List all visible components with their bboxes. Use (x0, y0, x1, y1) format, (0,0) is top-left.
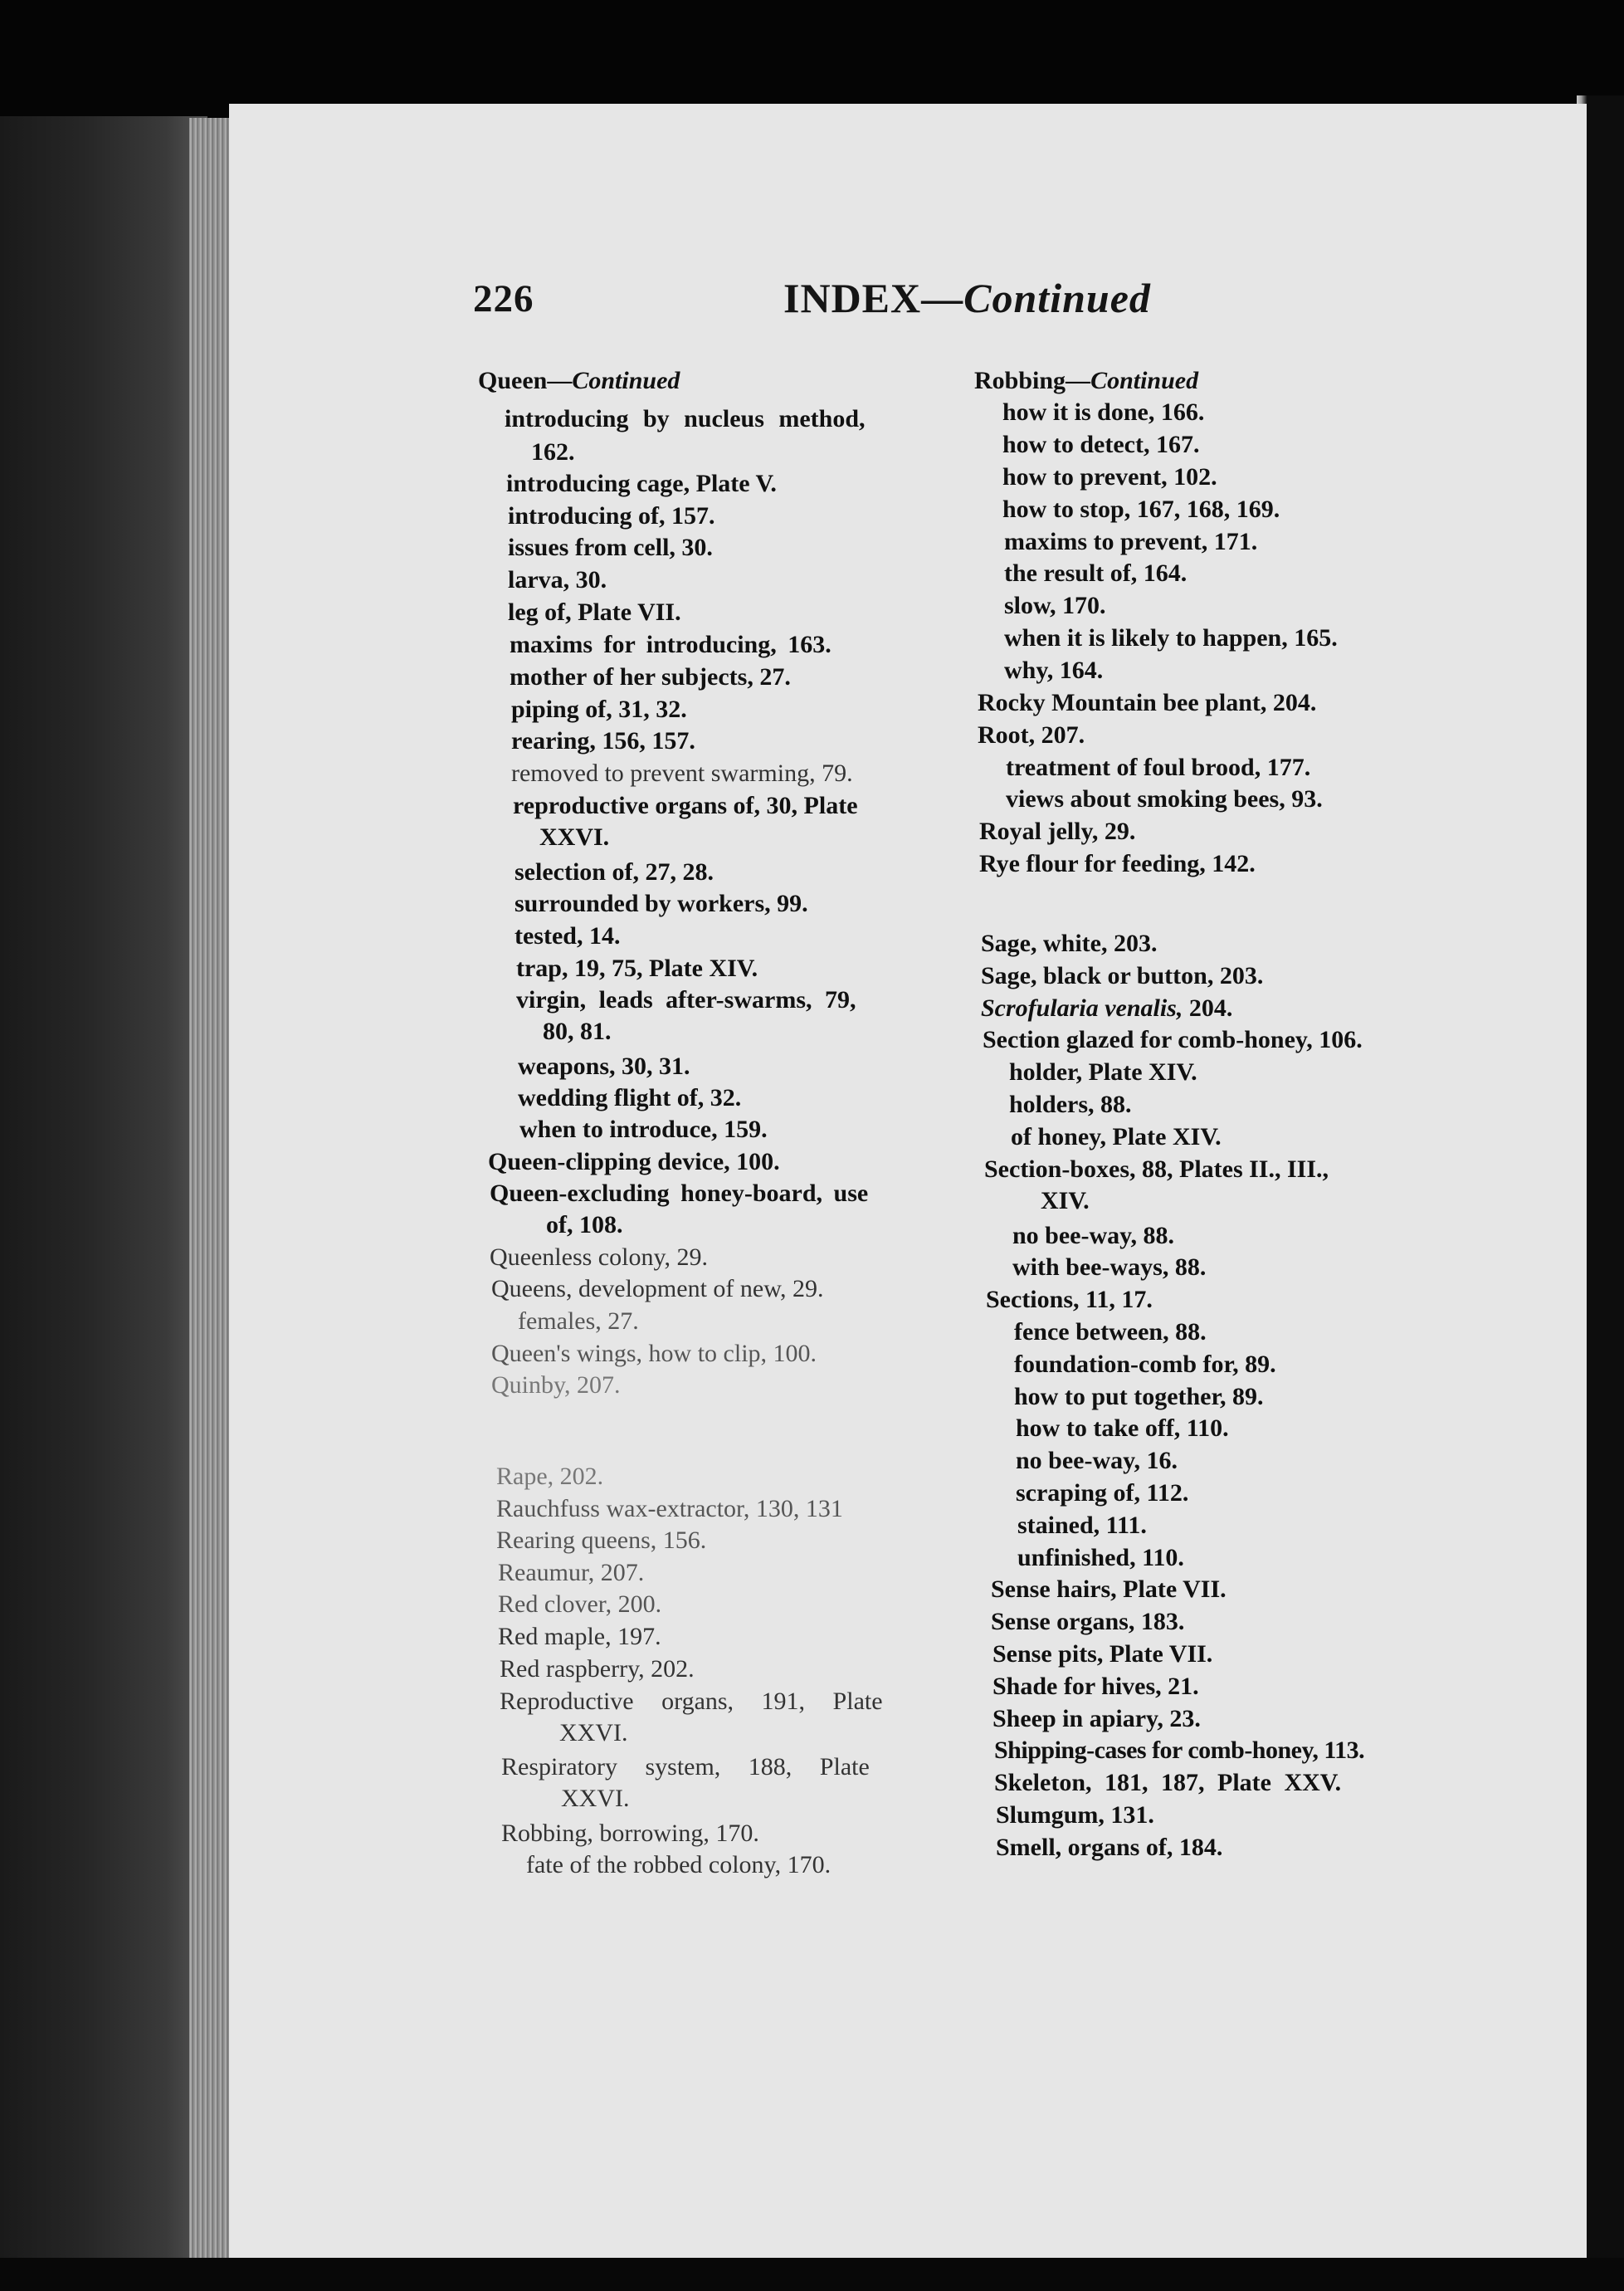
index-entry: Queen-excluding honey-board, use (490, 1180, 869, 1207)
index-entry: when it is likely to happen, 165. (1004, 624, 1338, 652)
index-entry: Smell, organs of, 184. (996, 1834, 1223, 1861)
index-entry: Sense hairs, Plate VII. (991, 1575, 1227, 1603)
index-entry: Rocky Mountain bee plant, 204. (978, 689, 1317, 716)
index-heading (974, 365, 1198, 397)
index-entry: Rye flour for feeding, 142. (979, 850, 1256, 877)
index-entry: no bee-way, 16. (1016, 1447, 1178, 1474)
index-entry: larva, 30. (508, 566, 607, 594)
index-entry: Rauchfuss wax-extractor, 130, 131 (496, 1495, 843, 1522)
index-entry-term: Scrofularia venalis, (981, 994, 1183, 1022)
index-heading-continued: Continued (572, 367, 680, 394)
index-entry: with bee-ways, 88. (1012, 1253, 1207, 1281)
index-entry: Reproductive organs, 191, Plate (500, 1688, 883, 1715)
index-entry: how to put together, 89. (1014, 1383, 1264, 1410)
index-entry: Reaumur, 207. (498, 1559, 645, 1586)
index-entry: how it is done, 166. (1002, 398, 1205, 426)
index-entry: XXVI. (561, 1785, 630, 1812)
index-entry: trap, 19, 75, Plate XIV. (516, 955, 758, 982)
index-heading-term: Queen— (478, 367, 573, 394)
index-entry: Red raspberry, 202. (500, 1655, 695, 1683)
page-stack-edge (189, 118, 229, 2284)
index-entry: holder, Plate XIV. (1009, 1058, 1197, 1086)
index-entry: XXVI. (559, 1719, 628, 1746)
index-entry: Royal jelly, 29. (979, 818, 1136, 845)
index-entry: how to take off, 110. (1016, 1414, 1229, 1442)
index-entry: Slumgum, 131. (996, 1801, 1154, 1829)
index-entry: XXVI. (539, 823, 610, 851)
index-entry: Root, 207. (978, 721, 1085, 749)
running-head-title: INDEX— (783, 275, 964, 321)
index-entry: scraping of, 112. (1016, 1479, 1189, 1507)
index-entry: 162. (531, 438, 575, 466)
index-entry: Sense pits, Plate VII. (992, 1640, 1213, 1668)
index-entry: fate of the robbed colony, 170. (526, 1851, 832, 1878)
index-entry: Red maple, 197. (498, 1623, 661, 1650)
index-entry: treatment of foul brood, 177. (1006, 754, 1311, 781)
index-entry: Section-boxes, 88, Plates II., III., (984, 1155, 1329, 1183)
index-entry: weapons, 30, 31. (518, 1053, 690, 1080)
index-entry: fence between, 88. (1014, 1318, 1207, 1346)
index-entry: Sage, black or button, 203. (981, 962, 1264, 989)
index-entry: Respiratory system, 188, Plate (501, 1753, 870, 1781)
index-entry: Sense organs, 183. (991, 1608, 1185, 1635)
index-entry: females, 27. (518, 1307, 639, 1335)
index-entry: stained, 111. (1017, 1512, 1147, 1539)
index-entry: 80, 81. (543, 1018, 612, 1045)
index-entry: Rape, 202. (496, 1463, 604, 1490)
index-entry: introducing by nucleus method, (505, 405, 866, 432)
index-entry: the result of, 164. (1004, 559, 1188, 587)
index-entry: how to detect, 167. (1002, 431, 1200, 458)
index-entry: Quinby, 207. (491, 1371, 621, 1399)
index-entry: foundation-comb for, 89. (1014, 1351, 1276, 1378)
index-entry: how to prevent, 102. (1002, 463, 1217, 491)
index-entry: wedding flight of, 32. (518, 1084, 742, 1111)
index-entry: XIV. (1041, 1187, 1090, 1214)
index-entry: piping of, 31, 32. (511, 696, 687, 723)
index-entry: maxims for introducing, 163. (510, 631, 832, 658)
index-entry: issues from cell, 30. (508, 534, 713, 561)
index-entry: unfinished, 110. (1017, 1544, 1184, 1571)
index-entry: removed to prevent swarming, 79. (511, 760, 853, 787)
index-entry: Robbing, borrowing, 170. (501, 1820, 759, 1847)
index-entry: views about smoking bees, 93. (1006, 785, 1323, 813)
running-head (783, 274, 1151, 322)
index-entry: rearing, 156, 157. (511, 727, 695, 755)
index-entry: reproductive organs of, 30, Plate (513, 792, 858, 819)
index-entry: why, 164. (1004, 657, 1104, 684)
index-entry: Skeleton, 181, 187, Plate XXV. (994, 1769, 1342, 1796)
index-entry: Shade for hives, 21. (992, 1673, 1199, 1700)
index-entry: Red clover, 200. (498, 1590, 662, 1618)
index-entry: Shipping-cases for comb-honey, 113. (994, 1737, 1365, 1764)
index-entry: selection of, 27, 28. (515, 858, 714, 886)
index-entry: slow, 170. (1004, 592, 1106, 619)
index-entry: surrounded by workers, 99. (515, 890, 808, 917)
index-entry: Section glazed for comb-honey, 106. (983, 1026, 1363, 1053)
index-entry: Queen's wings, how to clip, 100. (491, 1340, 817, 1367)
index-entry: of honey, Plate XIV. (1011, 1123, 1222, 1150)
index-heading (478, 365, 680, 397)
index-heading-term: Robbing— (974, 367, 1091, 394)
index-entry: Sections, 11, 17. (986, 1286, 1153, 1313)
index-entry: introducing of, 157. (508, 502, 715, 530)
index-entry: Sage, white, 203. (981, 930, 1158, 957)
scan-bottom-border (0, 2258, 1624, 2291)
index-entry: Queenless colony, 29. (490, 1243, 708, 1271)
index-entry: Queen-clipping device, 100. (488, 1148, 780, 1175)
index-entry: how to stop, 167, 168, 169. (1002, 496, 1280, 523)
index-heading-continued: Continued (1090, 367, 1199, 394)
index-entry-page: 204. (1183, 994, 1233, 1022)
index-entry: no bee-way, 88. (1012, 1222, 1174, 1249)
index-entry: Rearing queens, 156. (496, 1527, 707, 1554)
book-spine-edge (0, 116, 207, 2291)
index-entry: when to introduce, 159. (519, 1116, 768, 1143)
index-entry: holders, 88. (1009, 1091, 1132, 1118)
index-entry: of, 108. (546, 1211, 623, 1238)
index-entry: maxims to prevent, 171. (1004, 528, 1258, 555)
index-entry: leg of, Plate VII. (508, 598, 681, 626)
index-entry: virgin, leads after-swarms, 79, (516, 986, 856, 1014)
index-entry: Sheep in apiary, 23. (992, 1705, 1201, 1732)
index-entry: mother of her subjects, 27. (510, 663, 791, 691)
index-entry: introducing cage, Plate V. (506, 470, 777, 497)
book-page (229, 104, 1587, 2258)
index-entry: Queens, development of new, 29. (491, 1275, 824, 1302)
index-entry (981, 993, 1232, 1024)
index-entry: tested, 14. (515, 922, 621, 950)
running-head-continued: Continued (963, 275, 1151, 321)
page-number: 226 (473, 277, 534, 320)
